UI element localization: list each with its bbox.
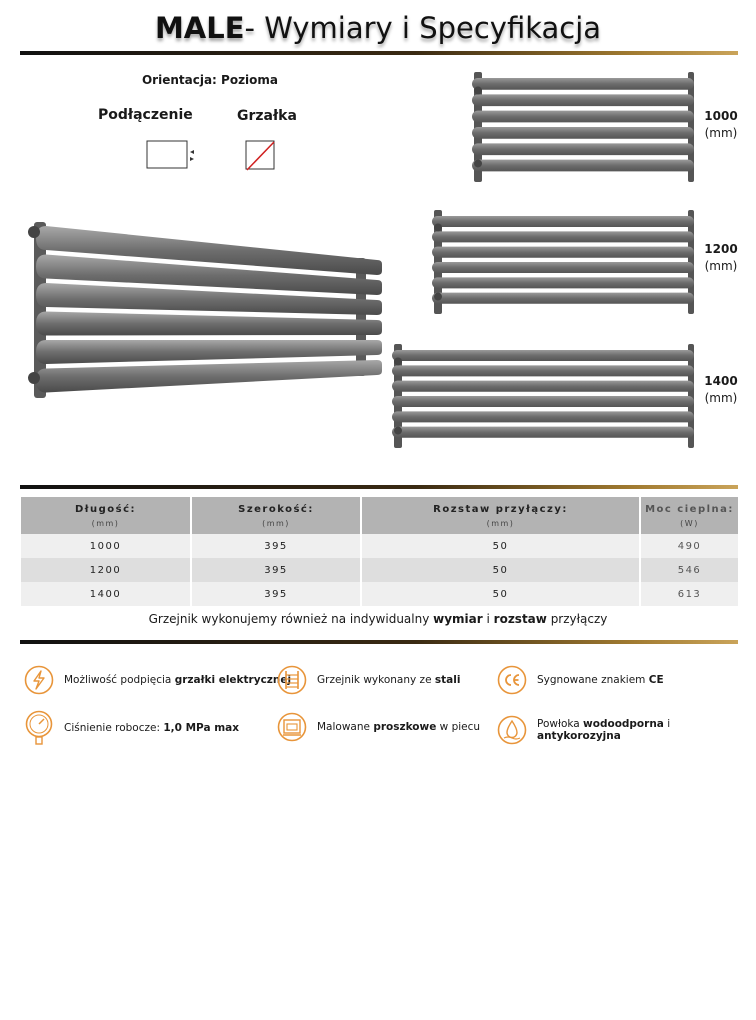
dimension-1400: 1400 (mm) [704, 374, 738, 405]
header-divider [20, 51, 738, 55]
dimension-1200: 1200 (mm) [704, 242, 738, 273]
water-drop-icon [497, 715, 527, 745]
feature-pressure: Ciśnienie robocze: 1,0 MPa max [24, 710, 239, 746]
radiator-1400-image [388, 342, 704, 450]
table-row [21, 534, 738, 558]
header-spacing: Rozstaw przyłączy: (mm) [361, 497, 640, 534]
cell-length: 1400 [21, 582, 191, 606]
orientation-label: Orientacja: Pozioma [141, 73, 279, 87]
table-row [21, 582, 738, 606]
radiator-1000-image [468, 70, 704, 184]
powder-oven-icon [277, 712, 307, 742]
feature-heater: Możliwość podpięcia grzałki elektrycznej [24, 665, 291, 695]
no-heater-icon [245, 140, 277, 172]
cell-power: 613 [640, 582, 738, 606]
side-connection-icon [146, 140, 196, 170]
cell-width: 395 [191, 558, 361, 582]
steel-radiator-icon [277, 665, 307, 695]
spec-table [21, 497, 738, 606]
cell-width: 395 [191, 534, 361, 558]
connection-label: Podłączenie [98, 107, 193, 123]
heater-plug-icon [24, 665, 54, 695]
header-length: Długość: (mm) [21, 497, 191, 534]
cell-length: 1200 [21, 558, 191, 582]
ce-mark-icon [497, 665, 527, 695]
features-divider [20, 640, 738, 644]
radiator-1200-image [428, 208, 704, 316]
feature-ce: Sygnowane znakiem CE [497, 665, 664, 695]
feature-powder: Malowane proszkowe w piecu [277, 712, 480, 742]
pressure-gauge-icon [24, 710, 54, 746]
table-header-row [21, 497, 738, 534]
table-top-divider [20, 485, 738, 489]
header-width: Szerokość: (mm) [191, 497, 361, 534]
table-row [21, 558, 738, 582]
dimension-1000: 1000 (mm) [704, 109, 738, 140]
header-power: Moc cieplna: (W) [640, 497, 738, 534]
cell-width: 395 [191, 582, 361, 606]
cell-power: 546 [640, 558, 738, 582]
cell-length: 1000 [21, 534, 191, 558]
cell-power: 490 [640, 534, 738, 558]
feature-steel: Grzejnik wykonany ze stali [277, 665, 460, 695]
feature-coating: Powłoka wodoodporna i antykorozyjna [497, 715, 756, 745]
custom-size-note: Grzejnik wykonujemy również na indywidualny wymiar i rozstaw przyłączy [148, 612, 608, 626]
cell-spacing: 50 [361, 558, 640, 582]
cell-spacing: 50 [361, 534, 640, 558]
radiator-main-image [22, 218, 384, 402]
page-title: MALE- Wymiary i Specyfikacja [154, 11, 602, 45]
heater-label: Grzałka [237, 108, 297, 124]
cell-spacing: 50 [361, 582, 640, 606]
